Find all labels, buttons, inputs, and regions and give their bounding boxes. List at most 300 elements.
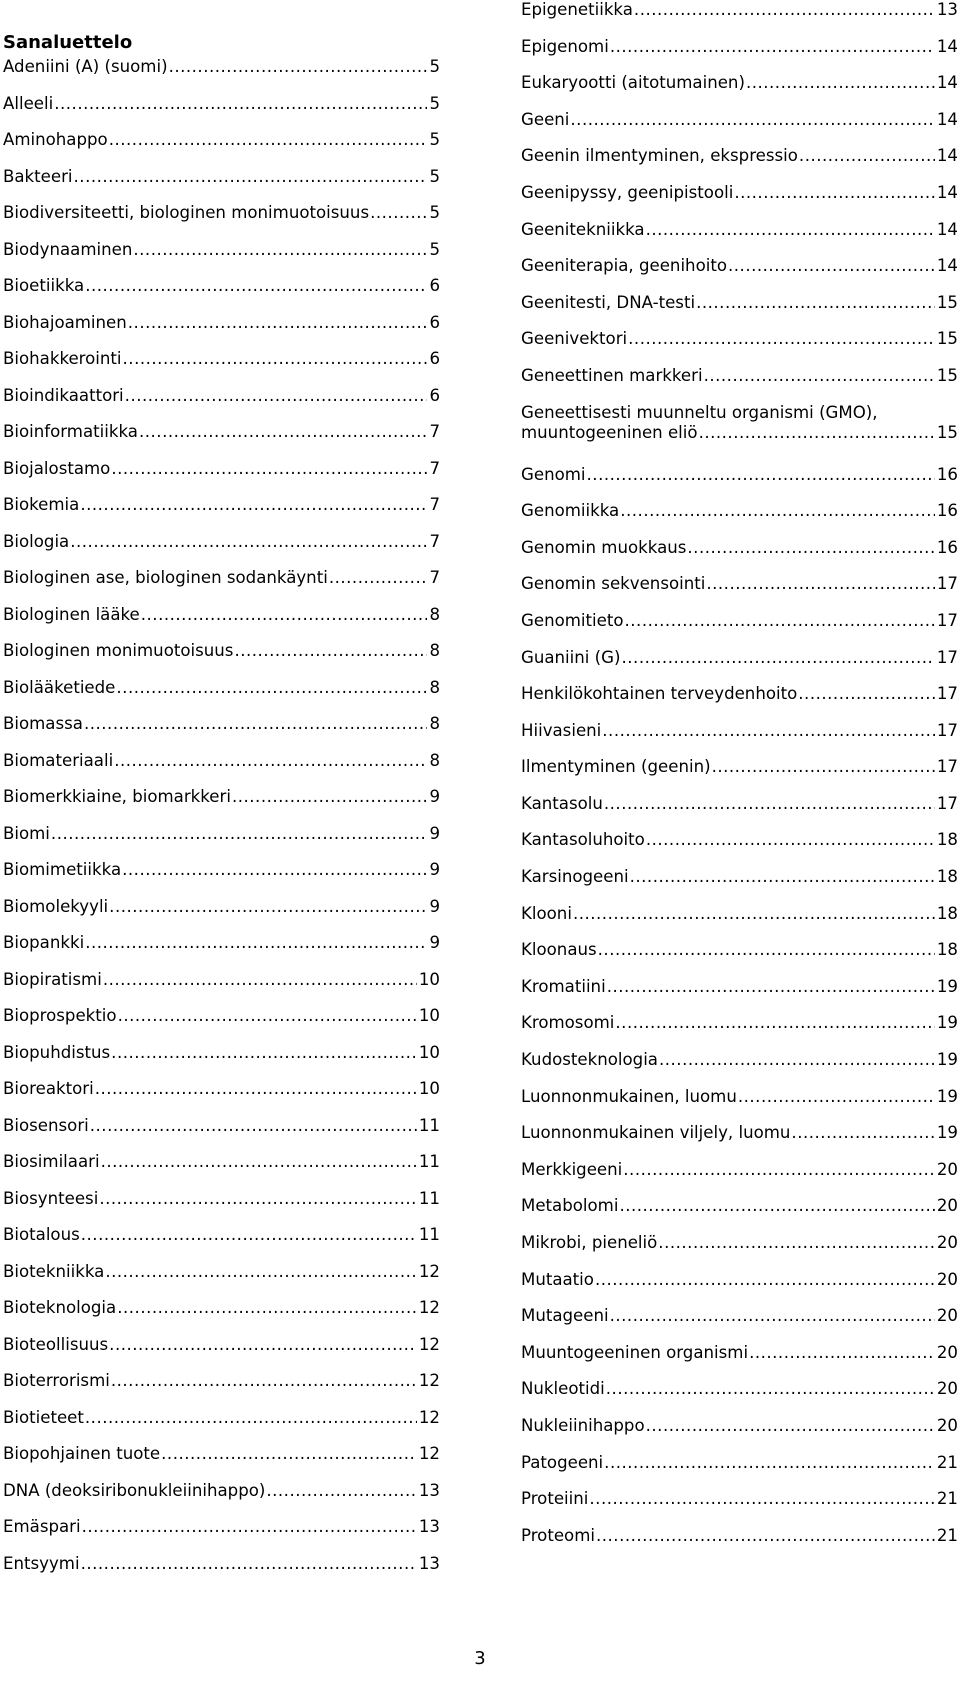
index-term: Biohakkerointi	[3, 349, 122, 368]
index-page-ref: 15	[936, 329, 958, 349]
index-entry	[521, 1087, 958, 1124]
index-page-ref: 20	[936, 1233, 958, 1252]
dot-leader	[738, 1087, 935, 1107]
dot-leader	[596, 1526, 935, 1546]
index-term: Bioinformatiikka	[3, 422, 138, 441]
index-term: Biologinen monimuotoisuus	[3, 641, 234, 660]
index-entry	[521, 721, 958, 758]
index-entry	[521, 403, 958, 465]
index-page-ref: 7	[429, 422, 440, 441]
index-entry	[521, 1306, 958, 1343]
index-page-ref: 12	[418, 1334, 440, 1354]
index-term: Biosensori	[3, 1115, 89, 1135]
dot-leader	[595, 1270, 935, 1290]
index-term: Biopohjainen tuote	[3, 1444, 161, 1463]
index-entry	[3, 276, 440, 313]
dot-leader	[606, 1379, 935, 1399]
index-page-ref: 16	[936, 464, 958, 484]
index-page-ref: 14	[936, 219, 958, 239]
index-page-ref: 11	[418, 1225, 440, 1244]
index-page-ref: 13	[418, 1517, 440, 1536]
dot-leader	[169, 57, 428, 77]
index-page-ref: 8	[429, 714, 440, 733]
index-term: Geenipyssy, geenipistooli	[521, 182, 734, 202]
index-entry	[3, 313, 440, 350]
index-term: Hiivasieni	[521, 720, 602, 740]
index-page-ref: 12	[418, 1371, 440, 1390]
index-entry	[3, 751, 440, 788]
index-page-ref: 18	[936, 867, 958, 887]
dot-leader	[610, 37, 935, 57]
index-term: Biomassa	[3, 714, 83, 733]
index-term: Genomin muokkaus	[521, 537, 687, 557]
dot-leader	[74, 167, 428, 187]
index-entry	[3, 1043, 440, 1080]
index-entry	[3, 459, 440, 496]
dot-leader	[111, 1043, 417, 1063]
index-page-ref: 19	[936, 976, 958, 996]
index-entry	[521, 648, 958, 685]
index-entry	[521, 183, 958, 220]
index-entry	[3, 1006, 440, 1043]
index-term: Kloonaus	[521, 940, 597, 960]
index-page-ref: 15	[936, 422, 958, 442]
index-page-ref: 19	[936, 1050, 958, 1070]
dot-leader	[370, 203, 427, 223]
dot-leader	[570, 110, 934, 130]
index-page-ref: 10	[418, 1042, 440, 1062]
dot-leader	[746, 73, 935, 93]
index-entry	[521, 1343, 958, 1380]
index-entry	[521, 867, 958, 904]
index-page-ref: 20	[936, 1159, 958, 1179]
index-page-ref: 18	[936, 940, 958, 960]
index-term: Bioindikaattori	[3, 385, 124, 405]
dot-leader	[105, 1262, 417, 1282]
dot-leader	[728, 256, 935, 276]
index-page-ref: 10	[418, 1006, 440, 1025]
index-page-ref: 21	[936, 1489, 958, 1509]
dot-leader	[122, 860, 427, 880]
dot-leader	[123, 349, 428, 369]
dot-leader	[99, 1189, 417, 1209]
index-entry	[3, 678, 440, 715]
index-page-ref: 17	[936, 684, 958, 704]
index-entry	[3, 240, 440, 277]
dot-leader	[54, 94, 427, 114]
index-page-ref: 13	[936, 0, 958, 19]
index-page-ref: 12	[418, 1298, 440, 1317]
dot-leader	[799, 146, 935, 166]
index-page-ref: 6	[429, 385, 440, 405]
index-term: Aminohappo	[3, 130, 108, 149]
index-page-ref: 9	[429, 823, 440, 843]
index-page-ref: 11	[418, 1152, 440, 1171]
index-column-right	[521, 0, 958, 1562]
index-page-ref: 16	[936, 537, 958, 557]
dot-leader	[712, 757, 935, 777]
index-term: Guaniini (G)	[521, 647, 621, 667]
index-entry	[3, 1152, 440, 1189]
index-page-ref: 13	[418, 1553, 440, 1573]
index-entry	[3, 1408, 440, 1445]
index-entry	[3, 1079, 440, 1116]
index-entry	[521, 1233, 958, 1270]
index-page-ref: 8	[429, 641, 440, 660]
dot-leader	[620, 501, 935, 521]
index-term: Luonnonmukainen viljely, luomu	[521, 1123, 791, 1143]
index-term: Biojalostamo	[3, 458, 111, 478]
dot-leader	[587, 465, 935, 485]
index-entry	[521, 37, 958, 74]
index-entry	[521, 1050, 958, 1087]
index-term: Metabolomi	[521, 1196, 619, 1216]
index-term: Mutageeni	[521, 1306, 609, 1326]
index-entry	[3, 422, 440, 459]
index-entry	[521, 830, 958, 867]
dot-leader	[646, 830, 935, 850]
dot-leader	[101, 1152, 417, 1172]
index-page-ref: 5	[429, 166, 440, 186]
dot-leader	[266, 1481, 417, 1501]
index-entry	[3, 1371, 440, 1408]
index-page-ref: 18	[936, 903, 958, 923]
index-entry	[3, 1517, 440, 1554]
dot-leader	[109, 897, 427, 917]
index-entry	[3, 1335, 440, 1372]
index-page-ref: 7	[429, 458, 440, 478]
index-term: Geenivektori	[521, 329, 628, 349]
dot-leader	[85, 1408, 417, 1428]
index-page-ref: 20	[936, 1269, 958, 1289]
dot-leader	[598, 940, 935, 960]
dot-leader	[573, 904, 935, 924]
index-page-ref: 14	[936, 36, 958, 56]
index-page-ref: 19	[936, 1013, 958, 1033]
index-term: Nukleotidi	[521, 1379, 605, 1399]
index-term: Geenitesti, DNA-testi	[521, 292, 696, 312]
index-term: Biodynaaminen	[3, 239, 133, 259]
dot-leader	[116, 678, 427, 698]
dot-leader	[133, 240, 427, 260]
index-term: Geneettinen markkeri	[521, 365, 703, 385]
index-term: Bioteknologia	[3, 1298, 117, 1317]
index-term: Proteiini	[521, 1489, 589, 1509]
dot-leader	[604, 1453, 935, 1473]
dot-leader	[604, 794, 935, 814]
index-page-ref: 10	[418, 1079, 440, 1098]
dot-leader	[659, 1050, 935, 1070]
index-term: Entsyymi	[3, 1553, 80, 1573]
index-term: Emäspari	[3, 1517, 81, 1536]
index-page-ref: 17	[936, 720, 958, 740]
index-term: Biotalous	[3, 1225, 80, 1244]
dot-leader	[622, 648, 935, 668]
index-page-ref: 12	[418, 1261, 440, 1281]
dot-leader	[109, 1335, 417, 1355]
index-entry	[3, 532, 440, 569]
index-term: Eukaryootti (aitotumainen)	[521, 73, 745, 93]
index-page-ref: 9	[429, 896, 440, 916]
dot-leader	[82, 1517, 417, 1537]
dot-leader	[615, 1013, 934, 1033]
index-term: Muuntogeeninen organismi	[521, 1342, 749, 1362]
index-page-ref: 5	[429, 239, 440, 259]
index-page-ref: 18	[936, 830, 958, 850]
page-number: 3	[474, 1648, 486, 1669]
index-entry	[3, 787, 440, 824]
index-term: Biomimetiikka	[3, 860, 122, 879]
index-entry	[3, 1189, 440, 1226]
index-page-ref: 6	[429, 349, 440, 368]
index-page-ref: 7	[429, 568, 440, 587]
index-page-ref: 20	[936, 1379, 958, 1399]
dot-leader	[625, 611, 935, 631]
index-term: Biopankki	[3, 933, 85, 952]
index-page-ref: 17	[936, 647, 958, 667]
index-entry	[521, 574, 958, 611]
index-term: Biologia	[3, 531, 70, 551]
dot-leader	[51, 824, 428, 844]
index-entry	[521, 1160, 958, 1197]
index-term: Ilmentyminen (geenin)	[521, 757, 711, 777]
dot-leader	[109, 130, 428, 150]
index-entry	[3, 203, 440, 240]
index-term: Biologinen ase, biologinen sodankäynti	[3, 568, 328, 587]
dot-leader	[628, 329, 935, 349]
index-entry	[3, 386, 440, 423]
index-term: Kromosomi	[521, 1013, 615, 1033]
index-term: Epigenomi	[521, 36, 609, 56]
dot-leader	[95, 1079, 417, 1099]
dot-leader	[646, 1416, 935, 1436]
index-entry	[521, 73, 958, 110]
index-entry	[3, 860, 440, 897]
index-term: Biopuhdistus	[3, 1042, 111, 1062]
dot-leader	[607, 977, 935, 997]
dot-leader	[70, 532, 427, 552]
index-term-continued: muuntogeeninen eliö	[521, 422, 698, 442]
index-entry	[3, 349, 440, 386]
index-entry	[3, 605, 440, 642]
index-page-ref: 16	[936, 501, 958, 521]
index-page-ref: 15	[936, 365, 958, 385]
dot-leader	[687, 538, 934, 558]
index-entry	[3, 130, 440, 167]
index-term: Bioreaktori	[3, 1079, 94, 1098]
index-entry	[3, 1298, 440, 1335]
dot-leader	[634, 0, 935, 20]
index-term: Patogeeni	[521, 1452, 604, 1472]
index-page-ref: 5	[429, 130, 440, 149]
index-entries-right	[521, 0, 958, 1562]
dot-leader	[81, 1225, 417, 1245]
index-page-ref: 5	[429, 57, 440, 76]
index-page-ref: 19	[936, 1086, 958, 1106]
index-entry	[521, 110, 958, 147]
index-page-ref: 5	[429, 203, 440, 222]
index-entry	[3, 495, 440, 532]
index-entry	[521, 1013, 958, 1050]
index-entry	[521, 329, 958, 366]
index-term: Biokemia	[3, 495, 80, 514]
index-page-ref: 6	[429, 312, 440, 332]
index-entry	[3, 897, 440, 934]
index-page-ref: 19	[936, 1123, 958, 1143]
index-page-ref: 20	[936, 1415, 958, 1435]
dot-leader	[114, 751, 427, 771]
dot-leader	[139, 422, 427, 442]
index-page-ref: 9	[429, 860, 440, 879]
index-term: Biomi	[3, 823, 50, 843]
index-term: Biosimilaari	[3, 1152, 100, 1171]
index-term: Biolääketiede	[3, 677, 116, 697]
dot-leader	[699, 423, 935, 443]
dot-leader	[704, 366, 935, 386]
dot-leader	[589, 1489, 934, 1509]
index-term: Bakteeri	[3, 166, 73, 186]
index-entry	[3, 1554, 440, 1591]
index-page-ref: 7	[429, 531, 440, 551]
dot-leader	[798, 684, 935, 704]
dot-leader	[111, 1371, 417, 1391]
dot-leader	[630, 867, 935, 887]
index-entry	[3, 94, 440, 131]
dot-leader	[84, 714, 427, 734]
index-entry	[521, 220, 958, 257]
index-term: Kantasolu	[521, 793, 603, 813]
index-page-ref: 14	[936, 256, 958, 276]
index-page-ref: 12	[418, 1407, 440, 1427]
index-term: Biohajoaminen	[3, 312, 127, 332]
dot-leader	[706, 574, 935, 594]
dot-leader	[90, 1116, 417, 1136]
index-page-ref: 14	[936, 73, 958, 93]
dot-leader	[623, 1160, 935, 1180]
index-entry	[3, 57, 440, 94]
index-term: Bioteollisuus	[3, 1334, 109, 1354]
index-term: Kromatiini	[521, 976, 606, 996]
index-entry	[521, 501, 958, 538]
index-term: Alleeli	[3, 93, 54, 113]
index-entry	[521, 757, 958, 794]
index-term: Biomateriaali	[3, 750, 114, 770]
index-entry	[521, 465, 958, 502]
index-page-ref: 20	[936, 1196, 958, 1216]
index-term: Biologinen lääke	[3, 604, 140, 624]
index-page-ref: 10	[418, 969, 440, 989]
index-entry	[3, 568, 440, 605]
index-entry	[3, 714, 440, 751]
index-term: Biotekniikka	[3, 1261, 105, 1281]
index-term: Genomi	[521, 464, 586, 484]
index-heading: Sanaluettelo	[3, 32, 133, 53]
dot-leader	[118, 1006, 417, 1026]
index-term: Geeniterapia, geenihoito	[521, 256, 727, 276]
dot-leader	[128, 313, 428, 333]
index-page-ref: 17	[936, 610, 958, 630]
index-page-ref: 21	[936, 1525, 958, 1545]
index-term: Geenin ilmentyminen, ekspressio	[521, 146, 798, 166]
index-term: Biopiratismi	[3, 969, 102, 989]
index-entry	[3, 1225, 440, 1262]
dot-leader	[81, 1554, 417, 1574]
index-term: Luonnonmukainen, luomu	[521, 1086, 737, 1106]
index-page-ref: 17	[936, 757, 958, 777]
index-page-ref: 21	[936, 1452, 958, 1472]
index-entry	[3, 1116, 440, 1153]
index-page-ref: 14	[936, 109, 958, 129]
index-page-ref: 9	[429, 787, 440, 806]
dot-leader	[125, 386, 428, 406]
index-entry	[3, 933, 440, 970]
dot-leader	[103, 970, 417, 990]
index-entry	[521, 1416, 958, 1453]
index-term: Geeni	[521, 109, 570, 129]
index-page-ref: 7	[429, 495, 440, 514]
index-entry	[521, 293, 958, 330]
index-term: Geenitekniikka	[521, 219, 645, 239]
index-entry	[521, 1379, 958, 1416]
index-entry	[3, 1481, 440, 1518]
index-term: Merkkigeeni	[521, 1159, 623, 1179]
index-entry	[521, 904, 958, 941]
index-entry	[3, 1444, 440, 1481]
index-term: DNA (deoksiribonukleiinihappo)	[3, 1480, 266, 1500]
index-page-ref: 5	[429, 93, 440, 113]
dot-leader	[791, 1123, 934, 1143]
index-term: Genomin sekvensointi	[521, 574, 706, 594]
dot-leader	[646, 220, 935, 240]
dot-leader	[696, 293, 935, 313]
index-page-ref: 11	[418, 1188, 440, 1208]
index-entry	[521, 0, 958, 37]
index-entry	[3, 167, 440, 204]
index-entry	[521, 684, 958, 721]
index-entry	[521, 366, 958, 403]
index-entry	[521, 611, 958, 648]
dot-leader	[111, 459, 427, 479]
index-page-ref: 12	[418, 1444, 440, 1463]
index-entry	[521, 1123, 958, 1160]
index-term: Nukleiinihappo	[521, 1415, 645, 1435]
dot-leader	[658, 1233, 935, 1253]
index-entry	[3, 824, 440, 861]
dot-leader	[619, 1196, 934, 1216]
index-entry	[521, 794, 958, 831]
index-entry	[3, 641, 440, 678]
index-term: Kudosteknologia	[521, 1050, 658, 1070]
dot-leader	[117, 1298, 417, 1318]
index-entry	[3, 970, 440, 1007]
index-term: Bioterrorismi	[3, 1371, 110, 1390]
index-page-ref: 15	[936, 292, 958, 312]
dot-leader	[602, 721, 935, 741]
index-term: Henkilökohtainen terveydenhoito	[521, 684, 798, 704]
dot-leader	[734, 183, 935, 203]
index-entry	[521, 1270, 958, 1307]
index-term: Biomerkkiaine, biomarkkeri	[3, 787, 231, 806]
index-term: Kantasoluhoito	[521, 830, 645, 850]
index-term: Biosynteesi	[3, 1188, 99, 1208]
dot-leader	[610, 1306, 935, 1326]
index-term: Klooni	[521, 903, 572, 923]
index-page-ref: 20	[936, 1306, 958, 1326]
index-page-ref: 20	[936, 1342, 958, 1362]
index-entry	[521, 977, 958, 1014]
index-page-ref: 9	[429, 933, 440, 952]
index-entry	[521, 1453, 958, 1490]
